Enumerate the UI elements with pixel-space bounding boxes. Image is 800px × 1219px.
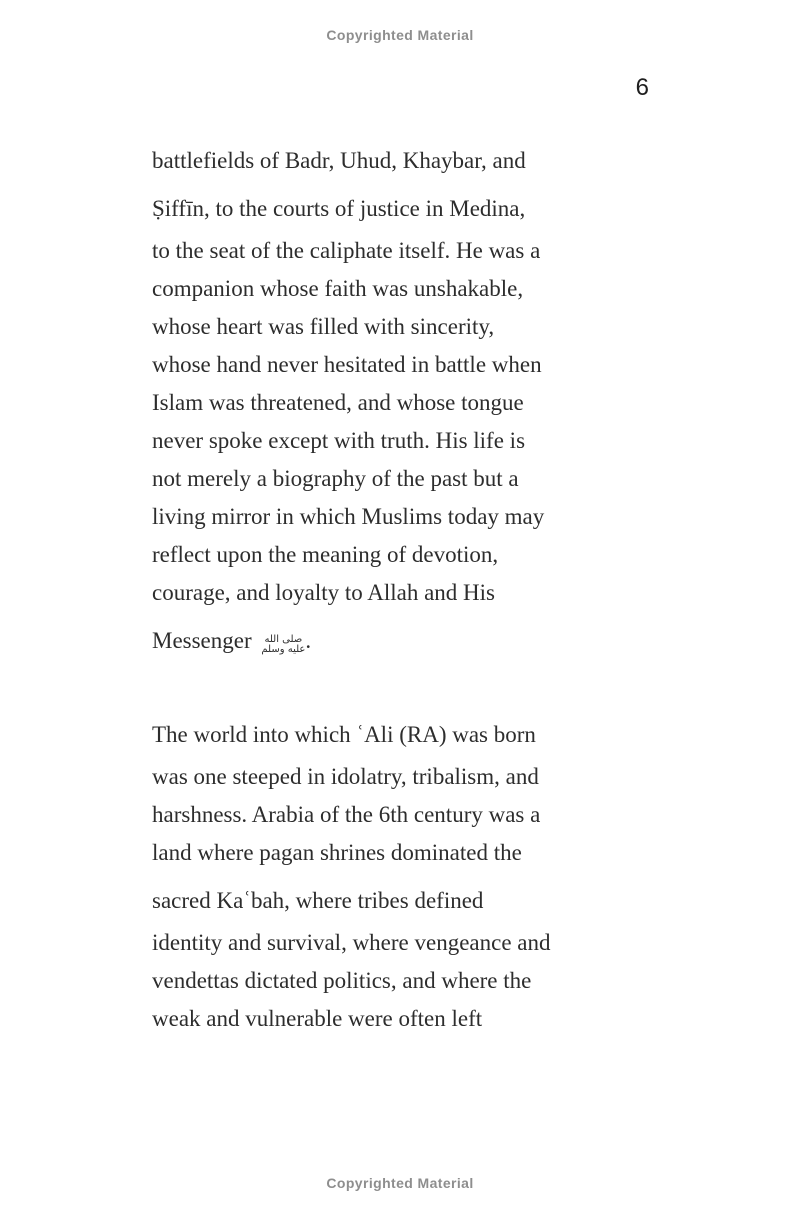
saw-honorific-icon: صلى الله عليه وسلم [261,634,306,655]
text-line: living mirror in which Muslims today may [152,504,545,529]
text-line: Ṣiffīn, to the courts of justice in Medina, [152,196,526,221]
text-line: The world into which ʿAli (RA) was born [152,722,536,747]
text-line: to the seat of the caliphate itself. He was a [152,238,541,263]
text-line: harshness. Arabia of the 6th century was a [152,802,541,827]
page-number: 6 [635,74,649,101]
paragraph [152,706,662,1038]
text-line: Islam was threatened, and whose tongue [152,390,524,415]
paragraph [152,142,662,664]
copyright-notice-bottom: Copyrighted Material [326,1175,474,1191]
copyright-notice-top: Copyrighted Material [326,27,474,43]
text-line: not merely a biography of the past but a [152,466,519,491]
text-line: never spoke except with truth. His life is [152,428,526,453]
text-line: was one steeped in idolatry, tribalism, and [152,764,539,789]
text-line: identity and survival, where vengeance and [152,930,551,955]
text-line: land where pagan shrines dominated the [152,840,522,865]
body-text [152,142,662,1038]
text-line: companion whose faith was unshakable, [152,276,524,301]
text-line: Messenger صلى الله عليه وسلم. [152,628,312,655]
text-line: vendettas dictated politics, and where the [152,968,532,993]
text-line: weak and vulnerable were often left [152,1006,483,1031]
text-line: courage, and loyalty to Allah and His [152,580,496,605]
text-line: whose hand never hesitated in battle when [152,352,542,377]
text-line: reflect upon the meaning of devotion, [152,542,499,567]
text-line: battlefields of Badr, Uhud, Khaybar, and [152,148,526,173]
text-line: whose heart was filled with sincerity, [152,314,495,339]
text-line: sacred Kaʿbah, where tribes defined [152,888,484,913]
